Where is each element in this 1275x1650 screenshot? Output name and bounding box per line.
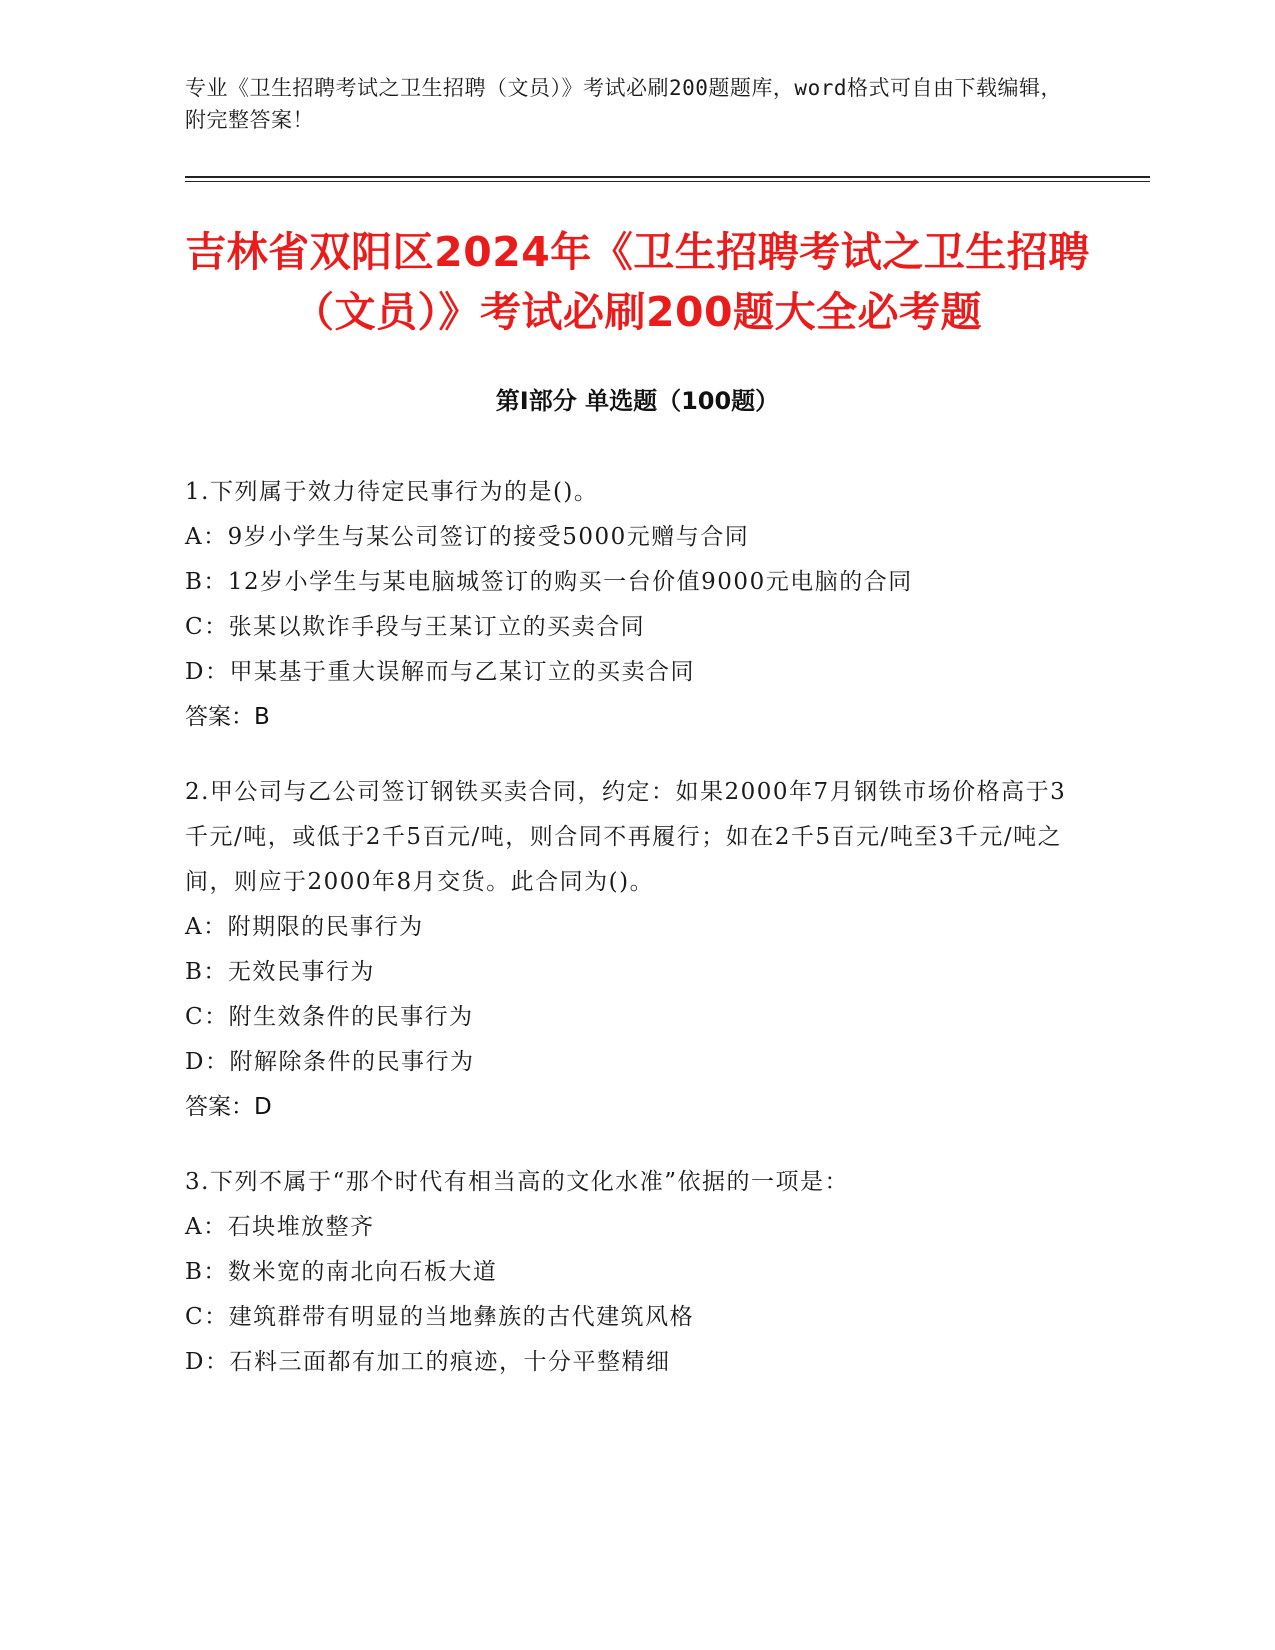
header-divider-thin bbox=[185, 181, 1150, 182]
option-c: C：建筑群带有明显的当地彝族的古代建筑风格 bbox=[185, 1304, 695, 1330]
header-note: 专业《卫生招聘考试之卫生招聘（文员）》考试必刷200题题库，word格式可自由下载编辑，附完整答案！ bbox=[185, 76, 1062, 132]
question-stem: 2.甲公司与乙公司签订钢铁买卖合同，约定：如果2000年7月钢铁市场价格高于3千元/吨，或低于2千5百元/吨，则合同不再履行；如在2千5百元/吨至3千元/吨之间，则应于2000年8月交货。此合同为()。 bbox=[185, 779, 1067, 895]
answer: 答案：B bbox=[185, 704, 270, 730]
question-1 bbox=[185, 470, 1085, 740]
option-a: A：石块堆放整齐 bbox=[185, 1214, 375, 1240]
question-2 bbox=[185, 770, 1085, 1130]
option-d: D：甲某基于重大误解而与乙某订立的买卖合同 bbox=[185, 659, 695, 685]
question-stem: 3.下列不属于“那个时代有相当高的文化水准”依据的一项是： bbox=[185, 1169, 849, 1195]
option-c: C：张某以欺诈手段与王某订立的买卖合同 bbox=[185, 614, 646, 640]
option-d: D：附解除条件的民事行为 bbox=[185, 1049, 475, 1075]
question-3 bbox=[185, 1160, 1085, 1385]
option-b: B：12岁小学生与某电脑城签订的购买一台价值9000元电脑的合同 bbox=[185, 569, 913, 595]
document-title: 吉林省双阳区2024年《卫生招聘考试之卫生招聘（文员）》考试必刷200题大全必考题 bbox=[185, 228, 1090, 336]
option-b: B：无效民事行为 bbox=[185, 959, 375, 985]
question-stem: 1.下列属于效力待定民事行为的是()。 bbox=[185, 479, 599, 505]
header-divider bbox=[185, 176, 1150, 178]
question-list bbox=[185, 470, 1085, 1415]
answer: 答案：D bbox=[185, 1094, 272, 1120]
option-a: A：9岁小学生与某公司签订的接受5000元赠与合同 bbox=[185, 524, 750, 550]
option-b: B：数米宽的南北向石板大道 bbox=[185, 1259, 498, 1285]
option-a: A：附期限的民事行为 bbox=[185, 914, 424, 940]
section-heading: 第Ⅰ部分 单选题（100题） bbox=[495, 387, 780, 415]
option-d: D：石料三面都有加工的痕迹，十分平整精细 bbox=[185, 1349, 671, 1375]
option-c: C：附生效条件的民事行为 bbox=[185, 1004, 474, 1030]
